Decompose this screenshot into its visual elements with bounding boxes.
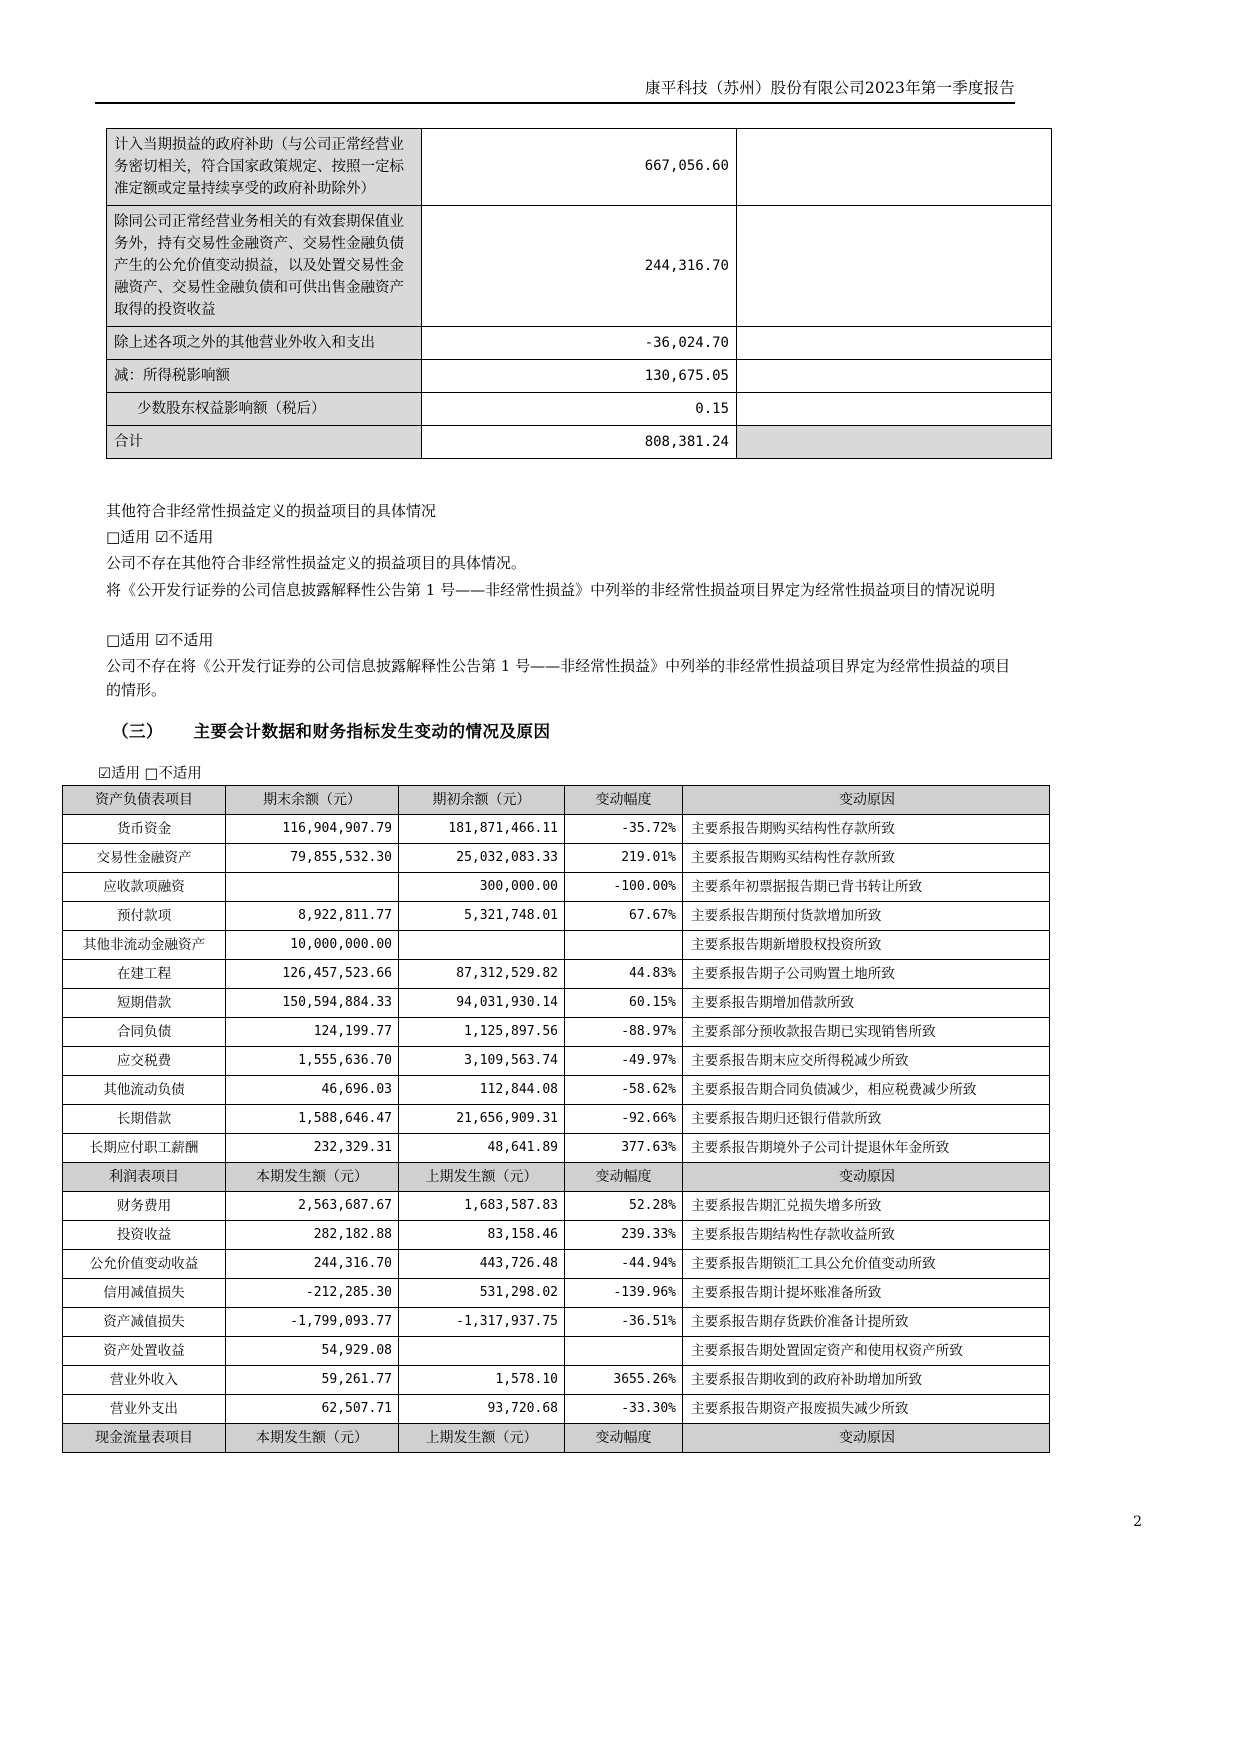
- row-item-label: 资产处置收益: [63, 1337, 226, 1366]
- row-change-pct: -49.97%: [565, 1047, 683, 1076]
- table-header-row: [63, 786, 1050, 815]
- row-item-label: 长期应付职工薪酬: [63, 1134, 226, 1163]
- row-change-reason: 主要系年初票据报告期已背书转让所致: [683, 873, 1050, 902]
- row-begin-balance: 3,109,563.74: [399, 1047, 565, 1076]
- row-item-label: 营业外收入: [63, 1366, 226, 1395]
- nonrecurring-item-amount: 0.15: [422, 393, 737, 426]
- row-begin-balance: 5,321,748.01: [399, 902, 565, 931]
- row-item-label: 应交税费: [63, 1047, 226, 1076]
- row-item-label: 货币资金: [63, 815, 226, 844]
- row-change-reason: 主要系报告期结构性存款收益所致: [683, 1221, 1050, 1250]
- row-begin-balance: 443,726.48: [399, 1250, 565, 1279]
- row-change-pct: 60.15%: [565, 989, 683, 1018]
- row-change-reason: 主要系报告期新增股权投资所致: [683, 931, 1050, 960]
- row-end-balance: -212,285.30: [226, 1279, 399, 1308]
- row-end-balance: 2,563,687.67: [226, 1192, 399, 1221]
- row-end-balance: 126,457,523.66: [226, 960, 399, 989]
- row-item-label: 投资收益: [63, 1221, 226, 1250]
- table-row: [63, 1279, 1050, 1308]
- table-row: [63, 931, 1050, 960]
- row-change-pct: [565, 931, 683, 960]
- row-change-reason: 主要系报告期归还银行借款所致: [683, 1105, 1050, 1134]
- row-end-balance: 1,588,646.47: [226, 1105, 399, 1134]
- nonrecurring-item-note: [737, 206, 1052, 327]
- table-row: [107, 393, 1052, 426]
- paragraph-no-other-items: 公司不存在其他符合非经常性损益定义的损益项目的具体情况。: [106, 554, 527, 572]
- column-header: 期末余额（元）: [226, 786, 399, 815]
- column-header: 变动原因: [683, 1163, 1050, 1192]
- row-begin-balance: 112,844.08: [399, 1076, 565, 1105]
- row-change-pct: -92.66%: [565, 1105, 683, 1134]
- row-change-pct: 377.63%: [565, 1134, 683, 1163]
- section-applicability-checkbox[interactable]: ☑适用 □不适用: [98, 766, 202, 782]
- column-header: 现金流量表项目: [63, 1424, 226, 1453]
- nonrecurring-item-label: 除上述各项之外的其他营业外收入和支出: [107, 327, 422, 360]
- row-change-reason: 主要系报告期锁汇工具公允价值变动所致: [683, 1250, 1050, 1279]
- row-end-balance: 54,929.08: [226, 1337, 399, 1366]
- row-change-pct: [565, 1337, 683, 1366]
- table-row: [107, 129, 1052, 206]
- table-header-row: [63, 1163, 1050, 1192]
- row-change-reason: 主要系报告期处置固定资产和使用权资产所致: [683, 1337, 1050, 1366]
- row-change-pct: -36.51%: [565, 1308, 683, 1337]
- row-begin-balance: 1,683,587.83: [399, 1192, 565, 1221]
- column-header: 变动幅度: [565, 1163, 683, 1192]
- row-begin-balance: 181,871,466.11: [399, 815, 565, 844]
- row-change-pct: -58.62%: [565, 1076, 683, 1105]
- nonrecurring-item-note: [737, 129, 1052, 206]
- row-change-reason: 主要系报告期末应交所得税减少所致: [683, 1047, 1050, 1076]
- row-change-pct: 67.67%: [565, 902, 683, 931]
- row-begin-balance: -1,317,937.75: [399, 1308, 565, 1337]
- row-change-reason: 主要系报告期购买结构性存款所致: [683, 844, 1050, 873]
- row-change-reason: 主要系报告期增加借款所致: [683, 989, 1050, 1018]
- page-header-title: 康平科技（苏州）股份有限公司2023年第一季度报告: [645, 79, 1015, 97]
- row-end-balance: 10,000,000.00: [226, 931, 399, 960]
- table-row: [63, 1395, 1050, 1424]
- table-row: [63, 1105, 1050, 1134]
- row-item-label: 资产减值损失: [63, 1308, 226, 1337]
- table-row: [63, 1047, 1050, 1076]
- table-row: [63, 1192, 1050, 1221]
- row-begin-balance: 21,656,909.31: [399, 1105, 565, 1134]
- row-begin-balance: 93,720.68: [399, 1395, 565, 1424]
- table-row: [107, 426, 1052, 459]
- row-begin-balance: 83,158.46: [399, 1221, 565, 1250]
- row-end-balance: 124,199.77: [226, 1018, 399, 1047]
- row-end-balance: 59,261.77: [226, 1366, 399, 1395]
- nonrecurring-item-amount: 667,056.60: [422, 129, 737, 206]
- nonrecurring-item-amount: 808,381.24: [422, 426, 737, 459]
- row-item-label: 预付款项: [63, 902, 226, 931]
- row-end-balance: 46,696.03: [226, 1076, 399, 1105]
- table-row: [63, 1076, 1050, 1105]
- row-begin-balance: 48,641.89: [399, 1134, 565, 1163]
- row-change-reason: 主要系报告期汇兑损失增多所致: [683, 1192, 1050, 1221]
- paragraph-reclass-heading: 将《公开发行证券的公司信息披露解释性公告第 1 号——非经常性损益》中列举的非经常性损益项目界定为经常性损益项目的情况说明: [106, 581, 996, 599]
- section-heading: [112, 718, 551, 742]
- section-number: （三）: [112, 722, 163, 741]
- header-divider: [95, 102, 1015, 104]
- column-header: 利润表项目: [63, 1163, 226, 1192]
- row-item-label: 在建工程: [63, 960, 226, 989]
- row-end-balance: 62,507.71: [226, 1395, 399, 1424]
- table-row: [107, 206, 1052, 327]
- row-end-balance: 1,555,636.70: [226, 1047, 399, 1076]
- row-begin-balance: [399, 1337, 565, 1366]
- table-row: [63, 1134, 1050, 1163]
- row-change-pct: -33.30%: [565, 1395, 683, 1424]
- row-end-balance: 116,904,907.79: [226, 815, 399, 844]
- row-change-pct: 219.01%: [565, 844, 683, 873]
- row-change-reason: 主要系报告期购买结构性存款所致: [683, 815, 1050, 844]
- column-header: 本期发生额（元）: [226, 1424, 399, 1453]
- column-header: 本期发生额（元）: [226, 1163, 399, 1192]
- paragraph-other-items-heading: 其他符合非经常性损益定义的损益项目的具体情况: [106, 502, 437, 520]
- table-row: [63, 989, 1050, 1018]
- column-header: 期初余额（元）: [399, 786, 565, 815]
- column-header: 上期发生额（元）: [399, 1163, 565, 1192]
- nonrecurring-item-label: 合计: [107, 426, 422, 459]
- row-change-pct: 239.33%: [565, 1221, 683, 1250]
- page-number: 2: [1133, 1514, 1142, 1530]
- row-item-label: 长期借款: [63, 1105, 226, 1134]
- row-end-balance: -1,799,093.77: [226, 1308, 399, 1337]
- row-end-balance: 150,594,884.33: [226, 989, 399, 1018]
- row-begin-balance: [399, 931, 565, 960]
- row-begin-balance: 1,578.10: [399, 1366, 565, 1395]
- column-header: 变动原因: [683, 1424, 1050, 1453]
- applicability-checkbox-2[interactable]: □适用 ☑不适用: [106, 631, 214, 649]
- row-item-label: 公允价值变动收益: [63, 1250, 226, 1279]
- row-item-label: 财务费用: [63, 1192, 226, 1221]
- table-row: [63, 1250, 1050, 1279]
- table-row: [63, 844, 1050, 873]
- row-change-reason: 主要系部分预收款报告期已实现销售所致: [683, 1018, 1050, 1047]
- row-end-balance: [226, 873, 399, 902]
- table-row: [107, 360, 1052, 393]
- nonrecurring-item-note: [737, 426, 1052, 459]
- row-change-pct: -88.97%: [565, 1018, 683, 1047]
- row-begin-balance: 87,312,529.82: [399, 960, 565, 989]
- paragraph-no-reclass: 公司不存在将《公开发行证券的公司信息披露解释性公告第 1 号——非经常性损益》中列举的非经常性损益项目界定为经常性损益的项目的情形。: [106, 657, 1011, 700]
- nonrecurring-item-amount: 244,316.70: [422, 206, 737, 327]
- row-change-reason: 主要系报告期境外子公司计提退休年金所致: [683, 1134, 1050, 1163]
- row-change-pct: -44.94%: [565, 1250, 683, 1279]
- row-change-pct: 52.28%: [565, 1192, 683, 1221]
- row-change-pct: -139.96%: [565, 1279, 683, 1308]
- row-begin-balance: 25,032,083.33: [399, 844, 565, 873]
- row-change-pct: -100.00%: [565, 873, 683, 902]
- section-title: 主要会计数据和财务指标发生变动的情况及原因: [193, 722, 551, 741]
- table-row: [107, 327, 1052, 360]
- column-header: 上期发生额（元）: [399, 1424, 565, 1453]
- row-change-pct: 3655.26%: [565, 1366, 683, 1395]
- row-item-label: 其他流动负债: [63, 1076, 226, 1105]
- financial-change-table: [62, 785, 1050, 1453]
- column-header: 变动幅度: [565, 786, 683, 815]
- table-row: [63, 815, 1050, 844]
- row-begin-balance: 300,000.00: [399, 873, 565, 902]
- nonrecurring-item-note: [737, 360, 1052, 393]
- row-item-label: 应收款项融资: [63, 873, 226, 902]
- row-change-reason: 主要系报告期存货跌价准备计提所致: [683, 1308, 1050, 1337]
- nonrecurring-item-amount: 130,675.05: [422, 360, 737, 393]
- nonrecurring-items-table: [106, 128, 1052, 459]
- row-end-balance: 79,855,532.30: [226, 844, 399, 873]
- row-item-label: 交易性金融资产: [63, 844, 226, 873]
- row-change-reason: 主要系报告期计提坏账准备所致: [683, 1279, 1050, 1308]
- column-header: 资产负债表项目: [63, 786, 226, 815]
- nonrecurring-item-note: [737, 393, 1052, 426]
- row-end-balance: 244,316.70: [226, 1250, 399, 1279]
- row-change-reason: 主要系报告期合同负债减少，相应税费减少所致: [683, 1076, 1050, 1105]
- nonrecurring-item-note: [737, 327, 1052, 360]
- nonrecurring-item-amount: -36,024.70: [422, 327, 737, 360]
- row-item-label: 其他非流动金融资产: [63, 931, 226, 960]
- nonrecurring-item-label: 计入当期损益的政府补助（与公司正常经营业务密切相关，符合国家政策规定、按照一定标准定额或定量持续享受的政府补助除外）: [107, 129, 422, 206]
- table-row: [63, 1018, 1050, 1047]
- applicability-checkbox-1[interactable]: □适用 ☑不适用: [106, 528, 214, 546]
- row-change-reason: 主要系报告期子公司购置土地所致: [683, 960, 1050, 989]
- row-change-pct: 44.83%: [565, 960, 683, 989]
- row-change-reason: 主要系报告期预付货款增加所致: [683, 902, 1050, 931]
- nonrecurring-item-label: 减：所得税影响额: [107, 360, 422, 393]
- column-header: 变动幅度: [565, 1424, 683, 1453]
- nonrecurring-item-label: 除同公司正常经营业务相关的有效套期保值业务外，持有交易性金融资产、交易性金融负债产生的公允价值变动损益，以及处置交易性金融资产、交易性金融负债和可供出售金融资产取得的投资收益: [107, 206, 422, 327]
- row-change-pct: -35.72%: [565, 815, 683, 844]
- row-end-balance: 8,922,811.77: [226, 902, 399, 931]
- row-item-label: 合同负债: [63, 1018, 226, 1047]
- row-begin-balance: 531,298.02: [399, 1279, 565, 1308]
- table-row: [63, 1308, 1050, 1337]
- table-row: [63, 1221, 1050, 1250]
- row-end-balance: 282,182.88: [226, 1221, 399, 1250]
- column-header: 变动原因: [683, 786, 1050, 815]
- table-row: [63, 960, 1050, 989]
- row-item-label: 信用减值损失: [63, 1279, 226, 1308]
- table-row: [63, 873, 1050, 902]
- row-change-reason: 主要系报告期收到的政府补助增加所致: [683, 1366, 1050, 1395]
- row-change-reason: 主要系报告期资产报废损失减少所致: [683, 1395, 1050, 1424]
- row-item-label: 营业外支出: [63, 1395, 226, 1424]
- nonrecurring-item-label: 少数股东权益影响额（税后）: [107, 393, 422, 426]
- row-item-label: 短期借款: [63, 989, 226, 1018]
- table-row: [63, 1337, 1050, 1366]
- table-row: [63, 902, 1050, 931]
- row-begin-balance: 94,031,930.14: [399, 989, 565, 1018]
- row-begin-balance: 1,125,897.56: [399, 1018, 565, 1047]
- table-row: [63, 1366, 1050, 1395]
- row-end-balance: 232,329.31: [226, 1134, 399, 1163]
- table-header-row: [63, 1424, 1050, 1453]
